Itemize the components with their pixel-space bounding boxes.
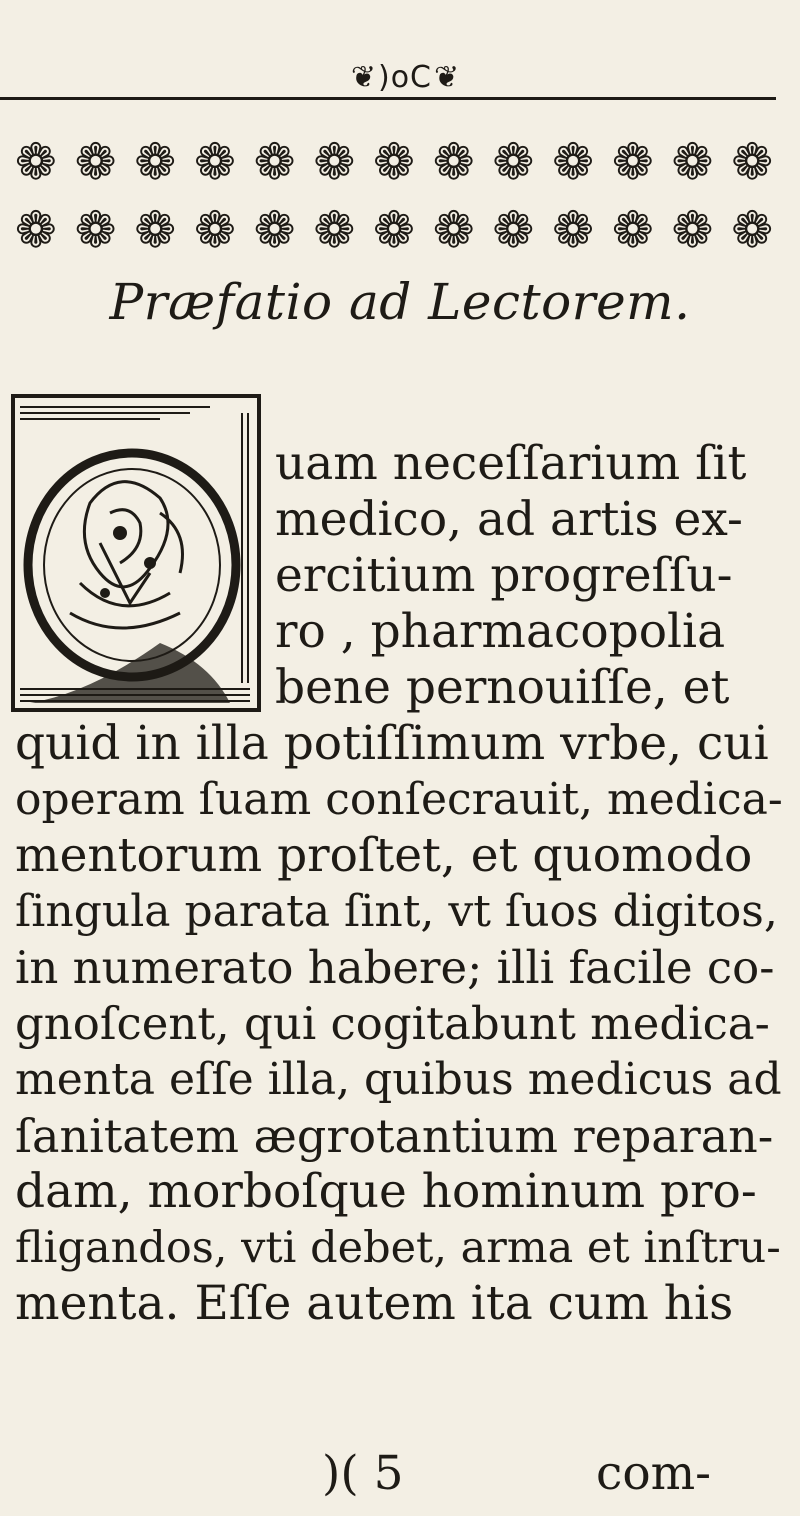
ornament-icon: ❁ — [611, 201, 654, 259]
text-line: dam, morboſque hominum pro- — [15, 1164, 757, 1219]
text-line: menta. Eſſe autem ita cum his — [15, 1276, 734, 1331]
text-line: ercitium progreſſu- — [275, 548, 733, 603]
ornamental-border-band — [6, 128, 782, 264]
ornament-icon: ❁ — [552, 201, 595, 259]
ornament-icon: ❁ — [492, 133, 535, 191]
text-line: ſingula parata ſint, vt ſuos digitos, — [15, 886, 778, 937]
ornament-icon: ❁ — [74, 133, 117, 191]
ornament-icon: ❁ — [193, 201, 236, 259]
text-line: operam ſuam conſecrauit, medica- — [15, 774, 783, 825]
text-line: ſanitatem ægrotantium reparan- — [15, 1109, 774, 1163]
text-line: fligandos, vti debet, arma et inſtru- — [15, 1223, 781, 1273]
ornament-icon: ❁ — [253, 133, 296, 191]
ornament-icon: ❁ — [671, 133, 714, 191]
ornament-icon: ❁ — [373, 201, 415, 259]
fleuron-left-icon: ❦ — [350, 60, 376, 95]
ornament-icon: ❁ — [134, 201, 177, 259]
text-line: gnoſcent, qui cogitabunt medica- — [15, 997, 770, 1050]
fleuron-right-icon: ❦ — [434, 60, 460, 95]
ornament-icon: ❁ — [492, 201, 535, 259]
header-rule — [0, 97, 776, 100]
text-line: medico, ad artis ex- — [275, 492, 743, 547]
ornament-icon: ❁ — [313, 201, 356, 259]
ornament-icon: ❁ — [671, 201, 714, 259]
text-line: uam neceſſarium ſit — [275, 436, 747, 491]
signature-mark: )( 5 — [322, 1446, 404, 1501]
text-line: ro , pharmacopolia — [275, 604, 726, 659]
decorated-initial-q-image — [10, 393, 262, 713]
ornament-icon: ❁ — [313, 133, 356, 191]
ornament-icon: ❁ — [253, 201, 296, 259]
page-title: Præfatio ad Lectorem. — [109, 273, 691, 331]
ornament-icon: ❁ — [432, 133, 475, 191]
ornament-icon: ❁ — [611, 133, 654, 191]
footer-line — [0, 1444, 800, 1504]
text-line: menta eſſe illa, quibus medicus ad — [15, 1054, 782, 1105]
ornament-icon: ❁ — [74, 201, 117, 259]
ornament-icon: ❁ — [14, 133, 57, 191]
text-line: mentorum proſtet, et quomodo — [15, 828, 753, 883]
ornament-icon: ❁ — [193, 133, 236, 191]
ornament-icon: ❁ — [731, 133, 774, 191]
header-ornament-text: )oC — [377, 60, 432, 95]
ornament-icon: ❁ — [552, 133, 595, 191]
header-ornament — [270, 58, 540, 98]
catchword: com- — [596, 1446, 712, 1501]
text-line: quid in illa potiſſimum vrbe, cui — [15, 716, 769, 771]
ornament-icon: ❁ — [134, 133, 177, 191]
ornament-icon: ❁ — [432, 201, 475, 259]
text-line: bene pernouiſſe, et — [275, 660, 730, 715]
ornament-icon: ❁ — [373, 133, 415, 191]
ornament-icon: ❁ — [14, 201, 57, 259]
text-line: in numerato habere; illi facile co- — [15, 941, 775, 994]
ornament-icon: ❁ — [731, 201, 774, 259]
